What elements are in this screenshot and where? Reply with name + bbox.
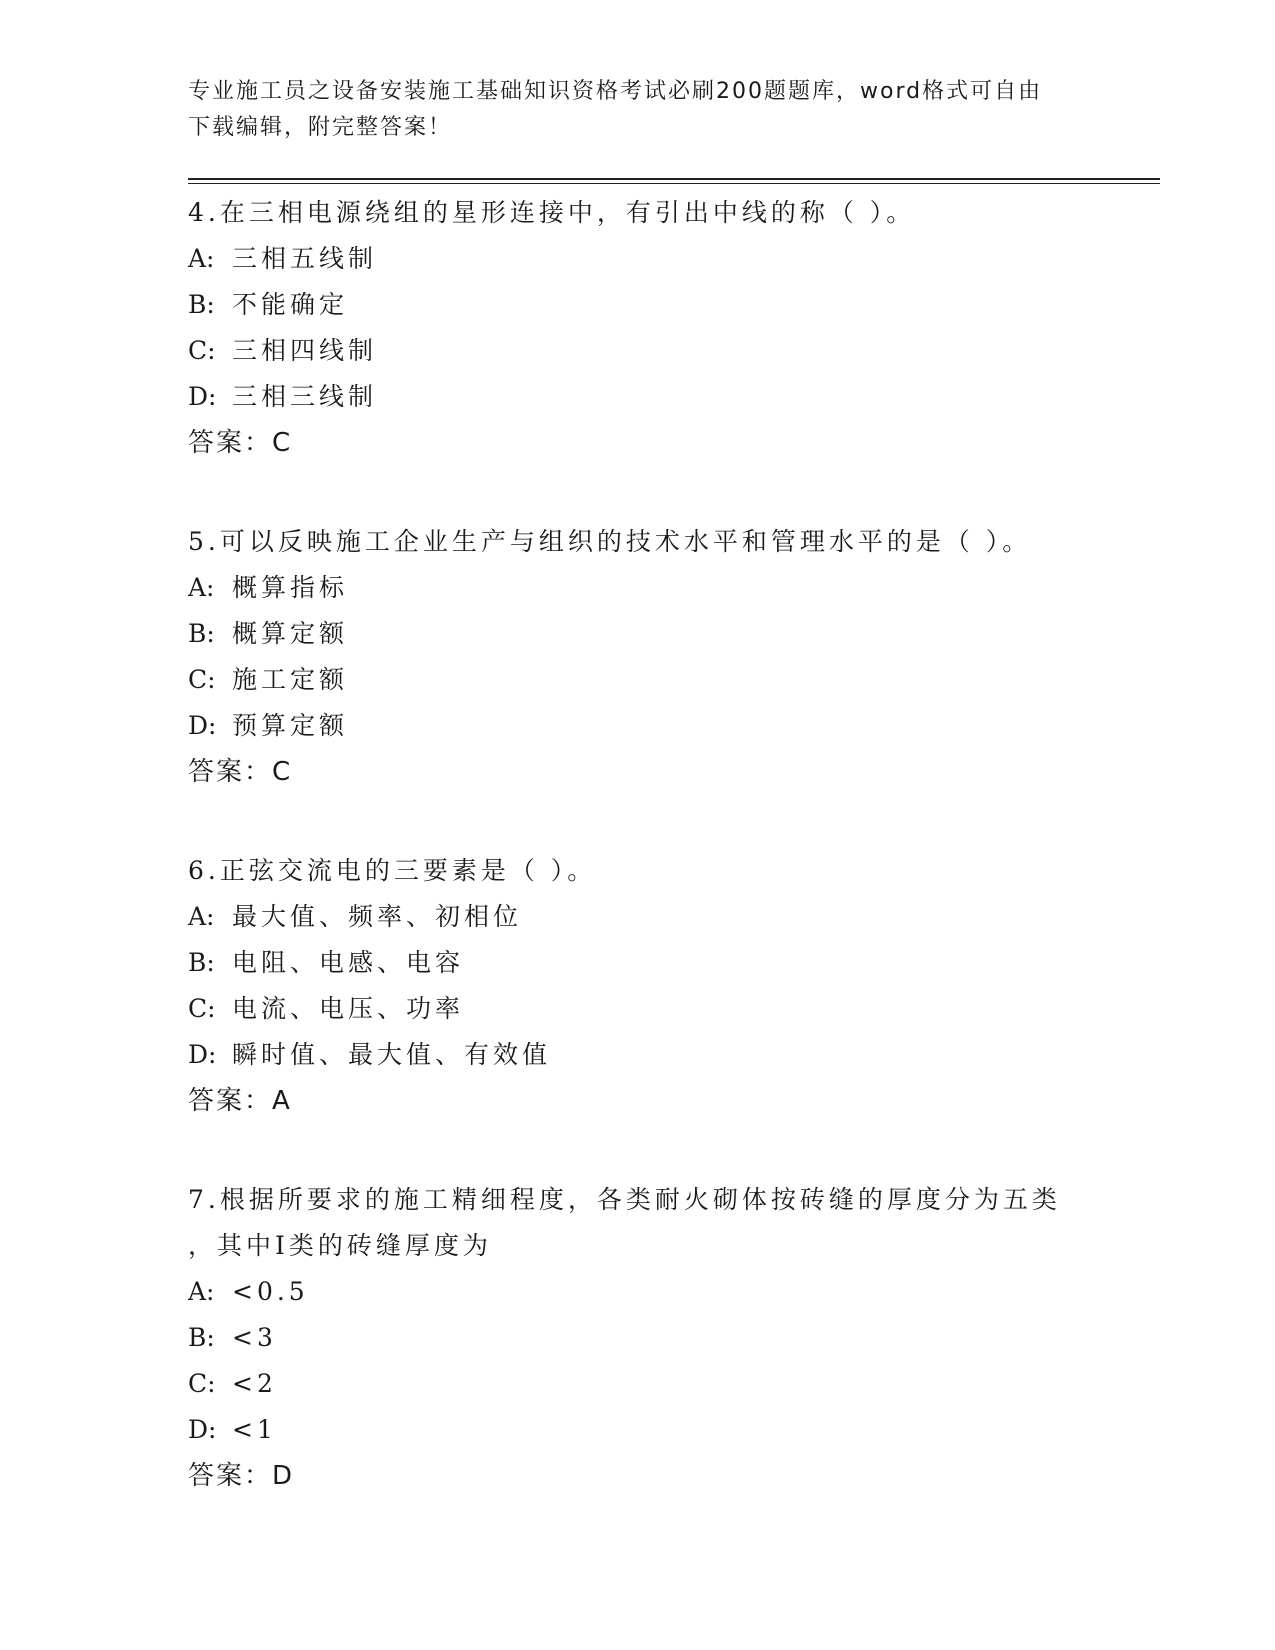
option-text: 三相五线制 xyxy=(232,244,378,273)
option-c xyxy=(188,986,1148,1032)
document-header xyxy=(188,74,1088,146)
option-letter: C: xyxy=(188,665,216,694)
question-stem: 4.在三相电源绕组的星形连接中，有引出中线的称（ ）。 xyxy=(188,198,916,227)
option-text: 电阻、电感、电容 xyxy=(232,948,465,977)
header-title-line-1: 专业施工员之设备安装施工基础知识资格考试必刷200题题库，word格式可自由 xyxy=(188,79,1043,104)
option-b xyxy=(188,1315,1148,1361)
answer-line: 答案：D xyxy=(188,1461,295,1491)
question-stem-continued: ，其中Ⅰ类的砖缝厚度为 xyxy=(188,1231,492,1260)
option-letter: B: xyxy=(188,619,215,648)
option-c xyxy=(188,1361,1148,1407)
option-text: 最大值、频率、初相位 xyxy=(232,902,523,931)
option-a xyxy=(188,1269,1148,1315)
question-item xyxy=(188,848,1148,1124)
header-title-line-2: 下载编辑，附完整答案！ xyxy=(188,115,453,140)
option-text: <2 xyxy=(232,1369,277,1398)
header-divider-thick xyxy=(188,178,1160,180)
option-d xyxy=(188,1032,1148,1078)
option-d xyxy=(188,703,1148,749)
option-letter: C: xyxy=(188,994,216,1023)
option-letter: A: xyxy=(188,244,215,273)
header-divider-thin xyxy=(188,183,1160,184)
question-item xyxy=(188,519,1148,795)
option-d xyxy=(188,1407,1148,1453)
option-text: <0.5 xyxy=(232,1277,309,1306)
option-text: 概算定额 xyxy=(232,619,349,648)
question-stem: 7.根据所要求的施工精细程度，各类耐火砌体按砖缝的厚度分为五类 xyxy=(188,1185,1061,1214)
question-stem: 5.可以反映施工企业生产与组织的技术水平和管理水平的是（ ）。 xyxy=(188,527,1032,556)
answer-line: 答案：C xyxy=(188,428,293,458)
option-letter: A: xyxy=(188,902,215,931)
question-item xyxy=(188,190,1148,466)
option-text: 概算指标 xyxy=(232,573,349,602)
option-letter: A: xyxy=(188,573,215,602)
option-d xyxy=(188,374,1148,420)
option-c xyxy=(188,328,1148,374)
option-text: 预算定额 xyxy=(232,711,349,740)
option-letter: D: xyxy=(188,1415,217,1444)
option-letter: B: xyxy=(188,290,215,319)
option-a xyxy=(188,236,1148,282)
option-a xyxy=(188,565,1148,611)
question-list xyxy=(188,190,1148,1552)
option-letter: D: xyxy=(188,711,217,740)
answer-line: 答案：A xyxy=(188,1086,292,1116)
option-a xyxy=(188,894,1148,940)
option-b xyxy=(188,940,1148,986)
option-letter: D: xyxy=(188,1040,217,1069)
option-text: 电流、电压、功率 xyxy=(232,994,465,1023)
option-text: 三相四线制 xyxy=(232,336,378,365)
option-letter: D: xyxy=(188,382,217,411)
option-letter: B: xyxy=(188,948,215,977)
question-item xyxy=(188,1177,1148,1499)
option-letter: A: xyxy=(188,1277,215,1306)
option-c xyxy=(188,657,1148,703)
option-b xyxy=(188,282,1148,328)
option-text: 三相三线制 xyxy=(232,382,378,411)
option-text: <3 xyxy=(232,1323,277,1352)
option-b xyxy=(188,611,1148,657)
option-text: 瞬时值、最大值、有效值 xyxy=(232,1040,552,1069)
question-stem: 6.正弦交流电的三要素是（ ）。 xyxy=(188,856,597,885)
option-text: <1 xyxy=(232,1415,277,1444)
option-text: 不能确定 xyxy=(232,290,349,319)
option-letter: C: xyxy=(188,336,216,365)
option-letter: B: xyxy=(188,1323,215,1352)
option-text: 施工定额 xyxy=(232,665,349,694)
answer-line: 答案：C xyxy=(188,757,293,787)
option-letter: C: xyxy=(188,1369,216,1398)
